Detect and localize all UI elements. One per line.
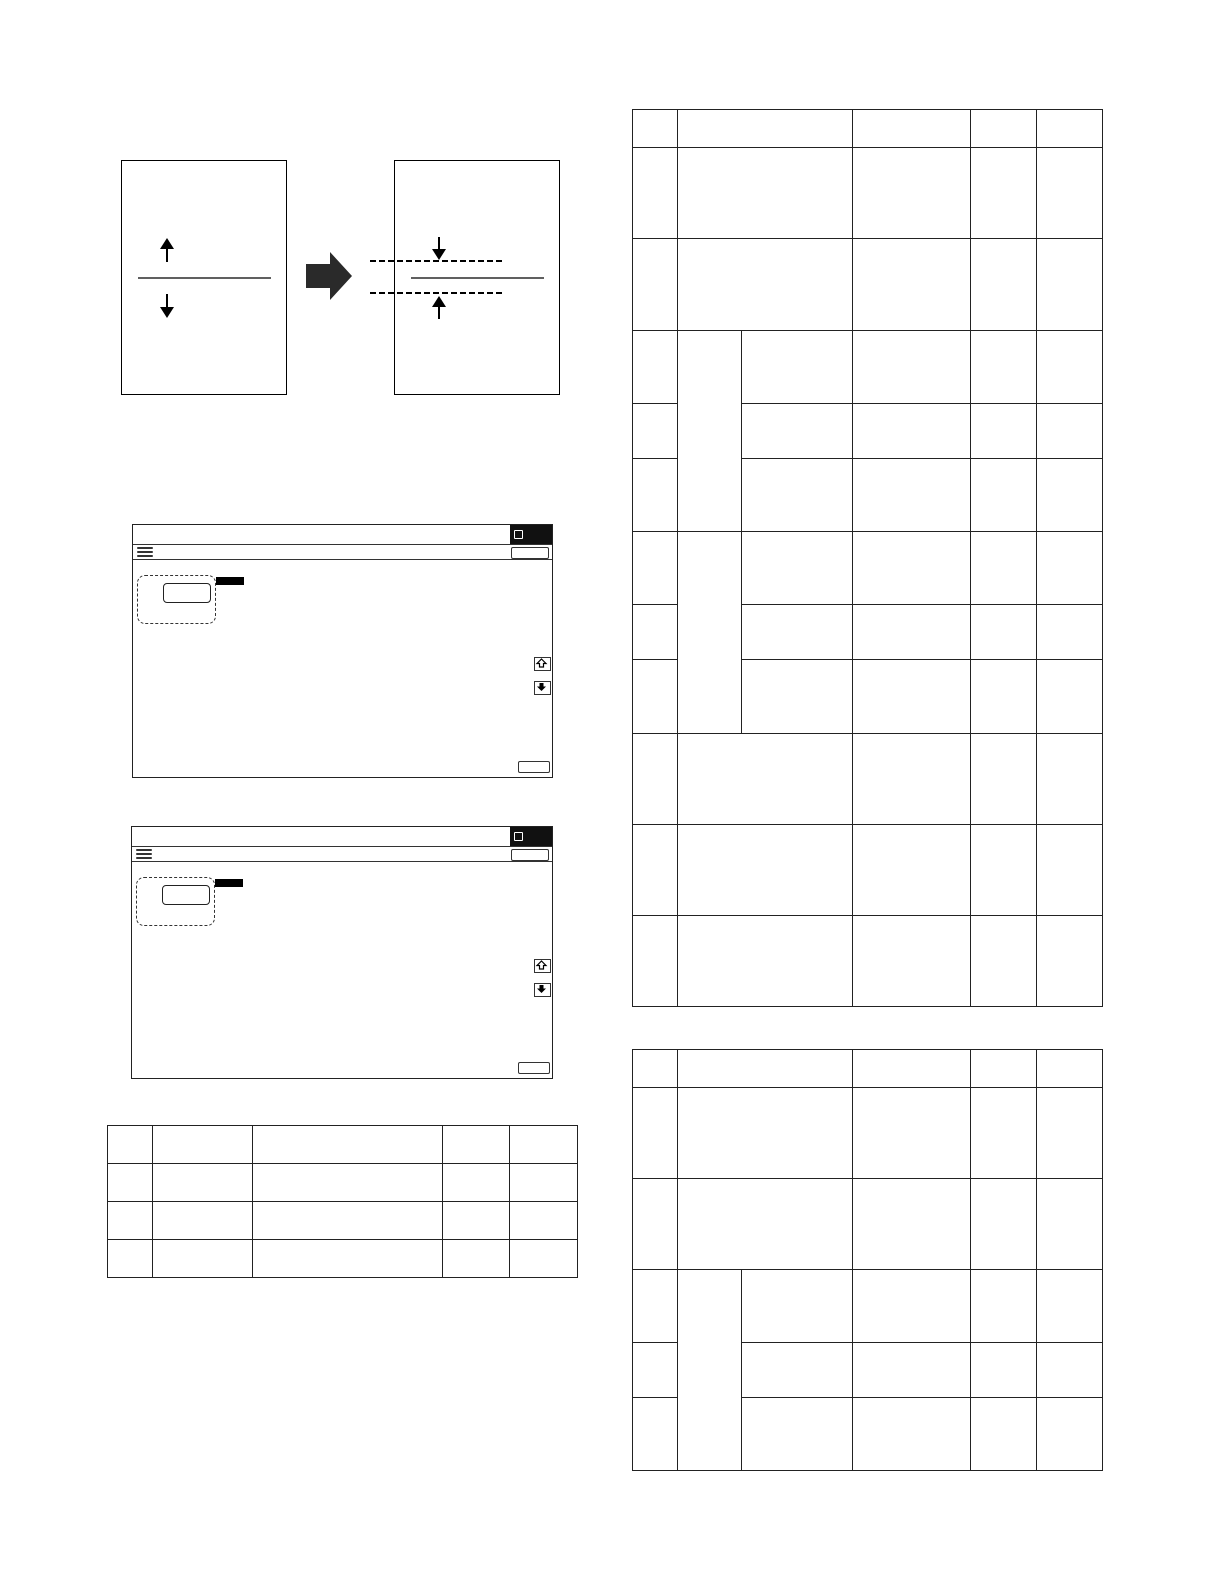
menu-icon[interactable]	[134, 848, 154, 861]
job-icon	[514, 832, 523, 841]
setting-button[interactable]	[162, 885, 210, 905]
scroll-up-button[interactable]	[534, 959, 551, 973]
compress-arrows-icon	[395, 161, 561, 396]
setting-table-1	[632, 109, 1103, 1007]
menu-icon[interactable]	[135, 546, 155, 559]
up-arrow-icon	[535, 960, 548, 970]
header-button[interactable]	[511, 547, 549, 559]
job-icon	[514, 530, 523, 539]
status-corner	[510, 525, 552, 544]
down-arrow-icon	[535, 682, 548, 692]
expand-arrows-icon	[122, 161, 288, 396]
setting-button[interactable]	[163, 583, 211, 603]
table-row	[633, 1270, 1103, 1343]
table-row	[633, 110, 1103, 148]
table-row	[108, 1240, 578, 1278]
scroll-up-button[interactable]	[534, 657, 551, 671]
screen-2	[131, 826, 553, 1079]
small-table	[107, 1125, 578, 1278]
down-arrow-icon	[535, 984, 548, 994]
table-row	[633, 1050, 1103, 1088]
table-row	[108, 1202, 578, 1240]
status-corner	[510, 827, 552, 846]
value-label	[215, 879, 243, 887]
up-arrow-icon	[535, 658, 548, 668]
table-row	[633, 1179, 1103, 1270]
value-label	[216, 577, 244, 585]
table-row	[633, 331, 1103, 404]
ok-button[interactable]	[518, 1062, 550, 1074]
table-row	[633, 532, 1103, 605]
table-row	[633, 825, 1103, 916]
setting-table-2	[632, 1049, 1103, 1471]
table-row	[108, 1126, 578, 1164]
table-row	[633, 148, 1103, 239]
table-row	[633, 1088, 1103, 1179]
right-arrow-icon	[306, 252, 354, 300]
table-row	[633, 916, 1103, 1007]
original-sheet	[121, 160, 287, 395]
header-button[interactable]	[511, 849, 549, 861]
table-row	[633, 239, 1103, 331]
table-row	[108, 1164, 578, 1202]
screen-1	[132, 524, 553, 778]
scroll-down-button[interactable]	[534, 983, 551, 997]
scroll-down-button[interactable]	[534, 681, 551, 695]
table-row	[633, 734, 1103, 825]
result-sheet	[394, 160, 560, 395]
ok-button[interactable]	[518, 761, 550, 773]
